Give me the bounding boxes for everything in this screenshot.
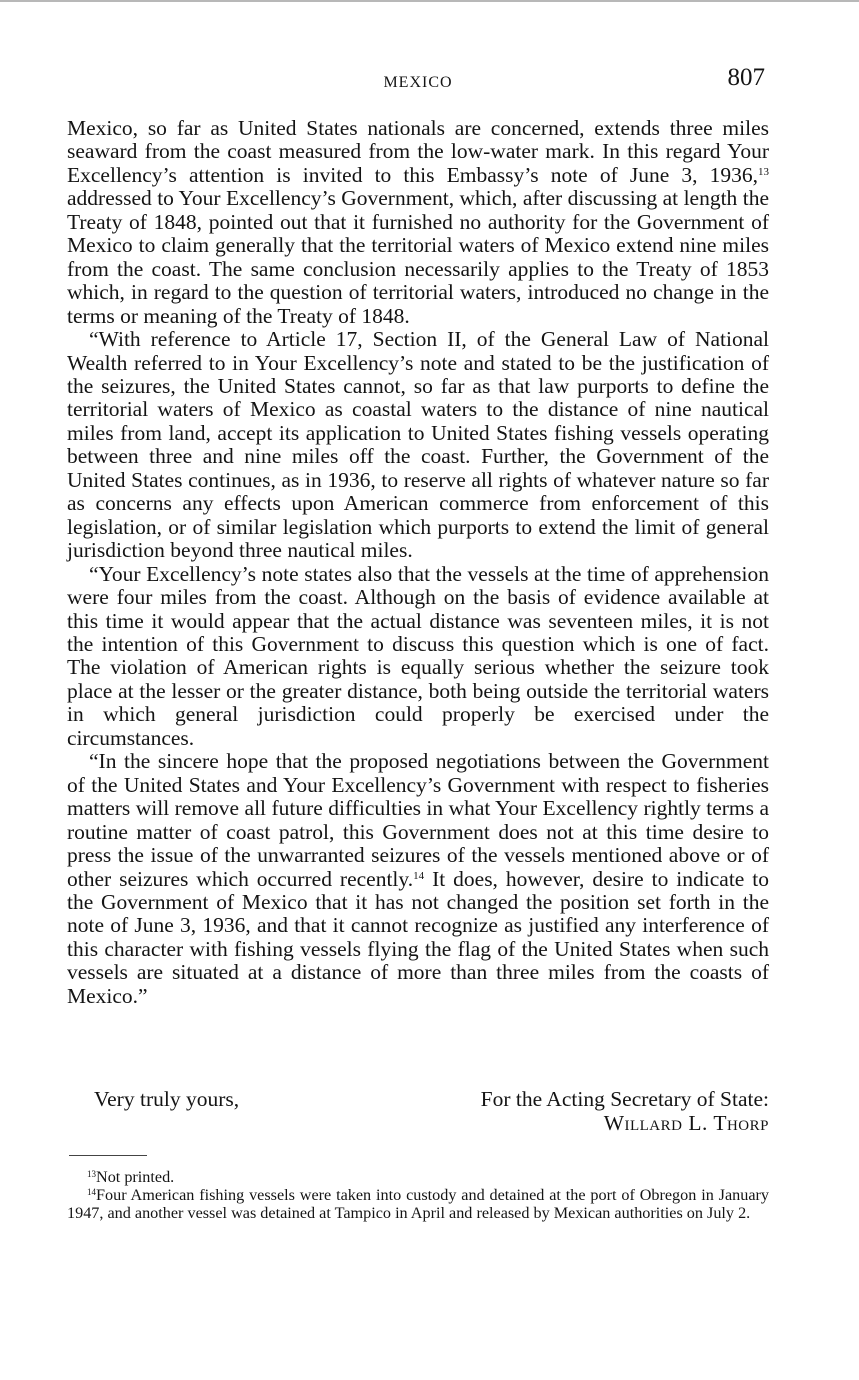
footnote-text: Four American fishing vessels were taken into custody and detained at the port of Obregon in January 1947, and another vessel was detained at Tampico in April and released by Mexican authorities on July 2.	[67, 1186, 769, 1222]
footnote-number: 13	[87, 1169, 96, 1179]
footnote-ref-13[interactable]: 13	[758, 165, 769, 178]
valediction: Very truly yours,	[94, 1087, 240, 1111]
for-acting-secretary-line: For the Acting Secretary of State:	[480, 1087, 769, 1111]
paragraph-text: “In the sincere hope that the proposed negotiations between the Government of the United States and Your Excellency’s Government with respect to fisheries matters will remove all future difficulties in what Your Excellency rightly terms a routine matter of coast patrol, this Government does not at this time desire to press the issue of the unwarranted seizures of the vessels mentioned above or of other seizures which occurred recently.	[67, 749, 769, 891]
document-page	[67, 0, 769, 1222]
footnote-divider	[69, 1155, 147, 1156]
footnote-number: 14	[87, 1187, 96, 1197]
footnote-13	[67, 1168, 769, 1186]
paragraph-article-17: “With reference to Article 17, Section II, of the General Law of National Wealth referred to in Your Excellency’s note and stated to be the justification of the seizures, the United States cannot, so far as that law purports to define the territorial waters of Mexico as coastal waters to the distance of nine nautical miles from land, accept its application to United States fishing vessels operating between three and nine miles off the coast. Further, the Government of the United States continues, as in 1936, to reserve all rights of whatever nature so far as concerns any effects upon American commerce from enforcement of this legislation, or of similar legislation which purports to extend the limit of general jurisdiction beyond three nautical miles.	[67, 327, 769, 563]
paragraph-text: Mexico, so far as United States nationals are concerned, extends three miles seaward from the coast measured from the low-water mark. In this regard Your Excellency’s attention is invited to this Embassy’s note of June 3, 1936,	[67, 116, 769, 187]
page-header	[67, 0, 769, 100]
page-number: 807	[727, 64, 765, 91]
paragraph-apprehension-distance: “Your Excellency’s note states also that the vessels at the time of apprehension were four miles from the coast. Although on the basis of evidence available at this time it would appear that the actual distance was seventeen miles, it is not the intention of this Government to discuss this question which is one of fact. The violation of American rights is equally serious whether the seizure took place at the lesser or the greater distance, both being outside the territorial waters in which general jurisdiction could properly be exercised under the circumstances.	[67, 561, 769, 750]
letter-body	[67, 117, 769, 1008]
footnote-text: Not printed.	[96, 1168, 175, 1186]
footnote-14	[67, 1186, 769, 1222]
signer-name: Willard L. Thorp	[603, 1111, 769, 1135]
paragraph-continuation	[67, 117, 769, 328]
running-title: MEXICO	[383, 74, 453, 91]
footnote-ref-14[interactable]: 14	[413, 869, 425, 882]
paragraph-text: addressed to Your Excellency’s Government, which, after discussing at length the Treaty of 1848, pointed out that it furnished no authority for the Government of Mexico to claim generally that the territorial waters of Mexico extend nine miles from the coast. The same conclusion necessarily applies to the Treaty of 1853 which, in regard to the question of territorial waters, introduced no change in the terms or meaning of the Treaty of 1848.	[67, 186, 769, 328]
signature-block	[481, 1087, 769, 1135]
paragraph-negotiations	[67, 750, 769, 1008]
paragraph-text: It does, however, desire to indicate to the Government of Mexico that it has not changed the position set forth in the note of June 3, 1936, and that it cannot recognize as justified any interference of this character with fishing vessels flying the flag of the United States when such vessels are situated at a distance of more than three miles from the coasts of Mexico.”	[67, 866, 769, 1008]
footnotes	[67, 1168, 769, 1222]
